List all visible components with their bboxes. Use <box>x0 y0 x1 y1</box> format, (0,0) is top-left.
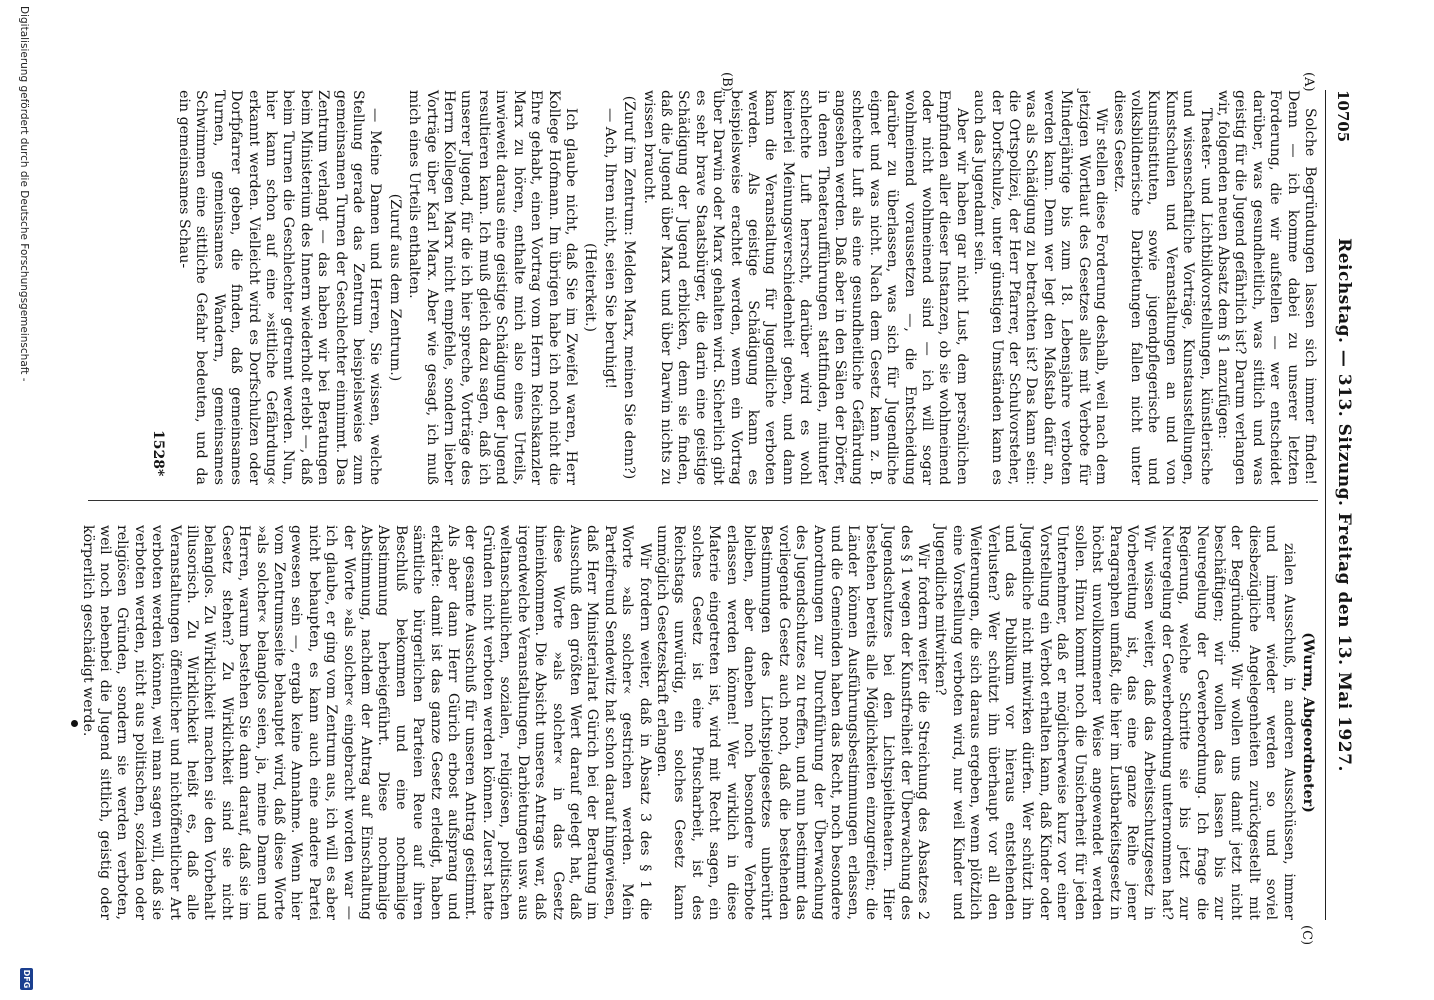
margin-mark-a: (A) <box>1301 72 1316 92</box>
paragraph: zialen Ausschuß, in anderen Ausschüssen, immer und immer wieder werden so und soviel diesbezügliche Angelegenheiten zurückgestellt mit der Begründung: Wir wollen uns damit jetzt nicht beschäftigen; wir wollen das lassen bis zur Neuregelung der Gewerbeordnung. Ich frage die Regierung, welche Schritte sie bis jetzt zur Neuregelung der Gewerbeordnung unternommen hat? Wir wissen weiter, daß das Arbeitsschutzgesetz in Vorbereitung ist, das eine ganze Reihe jener Paragraphen umfaßt, die hier im Lustbarkeitsgesetz in höchst unvollkommener Weise angewendet werden sollen. Hinzu kommt noch die Unsicherheit für jeden Unternehmer, daß er möglicherweise kurz vor einer Vorstellung ein Verbot erhalten kann, daß Kinder oder Jugendliche nicht mitwirken dürfen. Wer schützt ihn und das Publikum vor hieraus entstehenden Verlusten? Wer schützt ihn überhaupt vor all den Weiterungen, die sich daraus ergeben, wenn plötzlich eine Vorstellung verboten wird, nur weil Kinder und Jugendliche mitwirken? <box>932 525 1297 920</box>
paragraph: Ich glaube nicht, daß Sie im Zweifel waren, Herr Kollege Hofmann. Im übrigen habe ich noch nicht die Ehre gehabt, einen Vortrag vom Herrn Reichskanzler Marx zu hören, enthalte mich also eines Urteils, inwieweit daraus eine geistige Schädigung der Jugend resultieren kann. Ich muß gleich dazu sagen, daß ich unserer Jugend, für die ich hier spreche, Vorträge des Herrn Kollegen Marx nicht empfehle, sondern lieber Vorträge über Karl Marx. Aber wie gesagt, ich muß mich eines Urteils enthalten. <box>406 90 579 485</box>
column-divider <box>88 500 1318 501</box>
paragraph: Wir fordern weiter, daß in Absatz 3 des § 1 die Worte »als solcher« gestrichen werden. Mein Parteifreund Sendewitz hat schon darauf hingewiesen, daß Herr Ministerialrat Gürich bei der Beratung im Ausschuß den größten Wert darauf gelegt hat, daß diese Worte »als solcher« in das Gesetz hineinkommen. Die Absicht unseres Antrags war, daß irgendwelche Veranstaltungen, Darbietungen usw. aus weltanschaulichen, sozialen, religiösen, politischen Gründen nicht verboten werden können. Zuerst hatte der gesamte Ausschuß für unseren Antrag gestimmt. Als aber dann Herr Gürich erbost aufsprang und erklärte: damit ist das ganze Gesetz erledigt, haben sämtliche bürgerlichen Parteien Reue auf ihren Beschluß bekommen und eine nochmalige Abstimmung herbeigeführt. Diese nochmalige Abstimmung, nachdem der Antrag auf Einschaltung der Worte »als solcher« eingebracht worden war — ich glaube, er ging vom Zentrum aus, ich will es aber nicht behaupten, es kann auch eine andere Partei gewesen sein —, ergab keine Annahme. Wenn hier vom Zentrumsseite behauptet wird, daß diese Worte »als solcher« belanglos seien, ja, meine Damen und Herren, warum bestehen Sie dann darauf, daß sie im Gesetz stehen? Zu Wirklichkeit sind sie nicht belanglos. Zu Wirklichkeit machen sie den Vorbehalt illusorisch. Zu Wirklichkeit heißt es, daß alle Veranstaltungen öffentlicher und nichtöffentlicher Art verboten werden können, weil man sagen will, daß sie verboten werden, nicht aus politischen, sozialen oder religiösen Gründen, sondern sie werden verboten, weil noch nebenbei die Jugend sittlich, geistig oder körperlich geschädigt werde. <box>79 525 653 920</box>
interjection: (Zuruf aus dem Zentrum.) <box>386 193 403 382</box>
margin-mark-b: (B) <box>719 72 734 92</box>
paragraph: Wir fordern weiter die Streichung des Absatzes 2 des § 1 wegen der Kunstfreiheit der Überwachung des Jugendschutzes bei den Lichtspieltheatern. Hier bestehen bereits alle Möglichkeiten einzugreifen; die Länder können Ausführungsbestimmungen erlassen, und die Gemeinden haben das Recht, noch besondere Anordnungen zur Durchführung der Überwachung des Jugendschutzes zu treffen, und nun bestimmt das vorliegende Gesetz auch noch, daß die bestehenden Bestimmungen des Lichtspielgesetzes unberührt bleiben, aber daneben noch besondere Verbote erlassen werden können! Wer wirklich in diese Materie eingetreten ist, wird mit Recht sagen, ein solches Gesetz ist eine Pfuscharbeit, ist des Reichstags unwürdig, ein solches Gesetz kann unmöglich Gesetzeskraft erlangen. <box>653 525 932 920</box>
header-title: Reichstag. — 313. Sitzung. Freitag den 13. Mai 1927. <box>1334 238 1354 772</box>
digitization-footer <box>12 0 34 1000</box>
ink-dot <box>71 720 78 727</box>
header-page-number: 10705 <box>1334 90 1352 143</box>
paragraph: Theater- und Lichtbildvorstellungen, künstlerische und wissenschaftliche Vorträge, Kunstausstellungen, Kunstschulen und Veranstaltungen an und von Kunstinstituten, sowie jugendpflegerische und volksbildnerische Darbietungen fallen nicht unter dieses Gesetz. <box>1110 90 1214 485</box>
header-rule <box>1325 90 1326 920</box>
paragraph: — Meine Damen und Herren, Sie wissen, welche Stellung gerade das Zentrum beispielsweise zum gemeinsamen Turnen der Geschlechter einnimmt. Das Zentrum verlangt — das haben wir bei Beratungen beim Ministerium des Innern wiederholt erlebt —, daß beim Turnen die Geschlechter getrennt werden. Nun, hier kann schon auf eine »sittliche Gefährdung« erkannt werden. Vielleicht wird es Dorfschulzen oder Dorfpfarrer geben, die finden, daß gemeinsames Turnen, gemeinsames Wandern, gemeinsames Schwimmen eine sittliche Gefahr bedeuten, und da ein gemeinsames Schau- <box>176 90 384 485</box>
footer-text: Digitalisierung gefördert durch die Deutsche Forschungsgemeinschaft - <box>18 6 30 382</box>
left-column <box>178 90 1318 485</box>
paragraph: Aber wir haben gar nicht Lust, dem persönlichen Empfinden aller dieser Instanzen, ob sie wohlmeinend oder nicht wohlmeinend sind — ich will sogar wohlmeinend voraussetzen —, die Entscheidung darüber zu überlassen, was sich für Jugendliche eignet und was nicht. Nach dem Gesetz kann z. B. schlechte Luft als eine gesundheitliche Gefährdung angesehen werden. Daß aber in den Sälen der Dörfer, in denen Theateraufführungen stattfinden, mitunter schlechte Luft herrscht, darüber wird es wohl keinerlei Meinungsverschiedenheit geben, und dann kann die Veranstaltung für Jugendliche verboten werden. Als geistige Schädigung kann es beispielsweise erachtet werden, wenn ein Vortrag über Darwin oder Marx gehalten wird. Sicherlich gibt es sehr brave Staatsbürger, die darin eine geistige Schädigung der Jugend erblicken, denn sie finden, daß die Jugend über Marx und über Darwin nichts zu wissen braucht. <box>640 90 970 485</box>
page-number: 1528* <box>150 430 166 477</box>
paragraph: Solche Begründungen lassen sich immer finden! Denn — ich komme dabei zu unserer letzten Forderung, die wir aufstellen — wer entscheidet darüber, was gesundheitlich, was sittlich und was geistig für die Jugend gefährlich ist? Darum verlangen wir, folgenden neuen Absatz dem § 1 anzufügen: <box>1214 90 1318 485</box>
margin-mark-c: (C) <box>1299 925 1314 946</box>
dfg-logo-icon: DFG <box>22 969 31 989</box>
right-column <box>79 525 1318 920</box>
interjection: (Heiterkeit.) <box>582 243 599 332</box>
interjection: (Zuruf im Zentrum: Melden Marx, meinen Sie denn?) <box>621 95 638 480</box>
page-header <box>1326 90 1356 920</box>
speaker-line: (Wurm, Abgeordneter) <box>1300 632 1316 813</box>
paragraph: Wir stellen diese Forderung deshalb, weil nach dem jetzigen Wortlaut des Gesetzes alles mit Verbote für Minderjährige bis zum 18. Lebensjahre verboten werden kann. Denn wer legt den Maßstab dafür an, was als Schädigung zu betrachten ist? Das kann sein: die Ortspolizei, der Herr Pfarrer, der Schulvorsteher, der Dorfschulze, unter günstigen Umständen kann es auch das Jugendamt sein. <box>971 90 1110 485</box>
paragraph: — Ach, Ihren nicht, seien Sie beruhigt! <box>601 108 618 390</box>
